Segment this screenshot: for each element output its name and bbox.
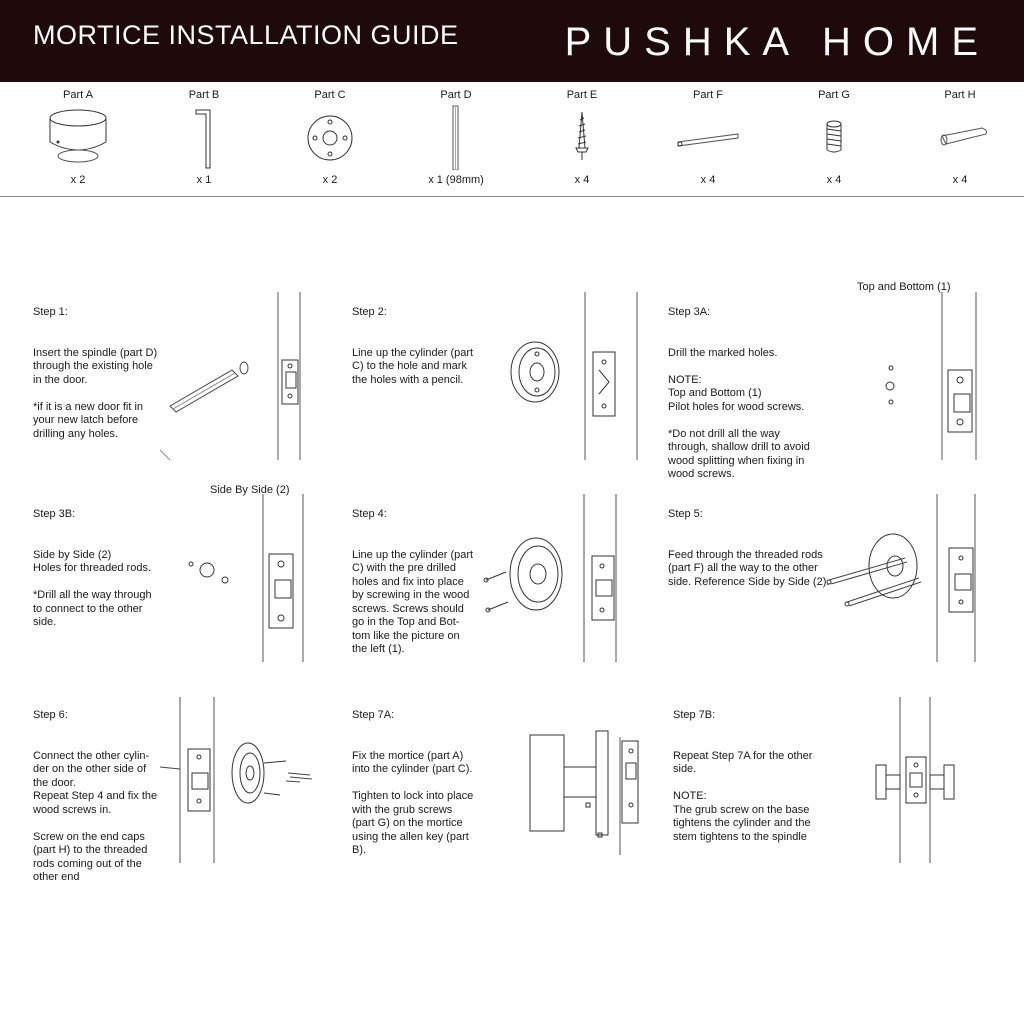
step-4-illustration <box>480 492 620 664</box>
mortice-knob-icon <box>38 104 118 170</box>
step-7b-illustration <box>868 695 968 865</box>
step-7a-body: Fix the mortice (part A) into the cylinder (part C). Tighten to lock into place with the grub screws (part G) on the mortice using the allen key (part B). <box>352 749 474 856</box>
part-g <box>774 82 894 196</box>
part-h-qty: x 4 <box>952 174 968 186</box>
step-3b <box>33 494 173 630</box>
guide-title: MORTICE INSTALLATION GUIDE <box>33 20 459 50</box>
part-f <box>648 82 768 196</box>
part-d <box>396 82 516 196</box>
part-c-name: Part C <box>314 89 346 101</box>
end-cap-icon <box>920 104 1000 170</box>
step-3b-illustration <box>185 492 305 664</box>
step-7a-illustration <box>528 725 648 857</box>
step-1-illustration <box>160 290 310 462</box>
part-h <box>900 82 1020 196</box>
step-5 <box>668 494 838 589</box>
parts-list <box>0 82 1024 196</box>
grub-screw-icon <box>794 104 874 170</box>
step-4-title: Step 4: <box>352 507 387 520</box>
step-7b-title: Step 7B: <box>673 708 716 721</box>
threaded-rod-icon <box>668 104 748 170</box>
part-b-name: Part B <box>188 89 220 101</box>
part-c-qty: x 2 <box>322 174 338 186</box>
step-3a-illustration <box>880 290 990 462</box>
part-b <box>144 82 264 196</box>
spindle-icon <box>416 104 496 170</box>
step-7b-body: Repeat Step 7A for the other side. NOTE: The grub screw on the base tightens the cylinder and the stem tightens to the spindle <box>673 749 813 843</box>
step-7b <box>673 695 833 844</box>
part-a-qty: x 2 <box>70 174 86 186</box>
step-2 <box>352 292 492 387</box>
step-1 <box>33 292 173 441</box>
step-2-illustration <box>505 290 645 462</box>
step-6-illustration <box>160 695 320 865</box>
brand-name: PUSHKA HOME <box>564 20 990 64</box>
part-d-qty: x 1 (98mm) <box>428 174 484 186</box>
step-6-body: Connect the other cylin- der on the other side of the door. Repeat Step 4 and fix the wood screws in. Screw on the end caps (part H) to the threaded rods coming out of the other end <box>33 749 158 883</box>
part-h-name: Part H <box>944 89 976 101</box>
step-7a-title: Step 7A: <box>352 708 395 721</box>
part-e-qty: x 4 <box>574 174 590 186</box>
step-6-title: Step 6: <box>33 708 68 721</box>
step-3b-title: Step 3B: <box>33 507 76 520</box>
step-5-title: Step 5: <box>668 507 703 520</box>
header-banner <box>0 0 1024 82</box>
part-f-name: Part F <box>693 89 723 101</box>
step-3b-body: Side by Side (2) Holes for threaded rods. *Drill all the way through to connect to the other side. <box>33 548 152 628</box>
part-c <box>270 82 390 196</box>
step-3a-title: Step 3A: <box>668 305 711 318</box>
step-2-body: Line up the cylinder (part C) to the hole and mark the holes with a pencil. <box>352 346 474 386</box>
step-6 <box>33 695 173 885</box>
step-5-body: Feed through the threaded rods (part F) all the way to the other side. Reference Side by Side (2). <box>668 548 830 588</box>
part-e-name: Part E <box>566 89 598 101</box>
part-f-qty: x 4 <box>700 174 716 186</box>
part-a <box>18 82 138 196</box>
part-a-name: Part A <box>63 89 93 101</box>
step-4 <box>352 494 492 657</box>
part-d-name: Part D <box>440 89 472 101</box>
part-b-qty: x 1 <box>196 174 212 186</box>
part-g-name: Part G <box>818 89 850 101</box>
part-g-qty: x 4 <box>826 174 842 186</box>
wood-screw-icon <box>542 104 622 170</box>
parts-divider <box>0 196 1024 197</box>
step-5-illustration <box>825 492 985 664</box>
step-3a <box>668 292 838 482</box>
step-7a <box>352 695 492 858</box>
part-e <box>522 82 642 196</box>
allen-key-icon <box>164 104 244 170</box>
caption-top-bottom: Top and Bottom (1) <box>857 281 951 293</box>
step-2-title: Step 2: <box>352 305 387 318</box>
caption-side-by-side: Side By Side (2) <box>210 484 290 496</box>
step-1-title: Step 1: <box>33 305 68 318</box>
cylinder-plate-icon <box>290 104 370 170</box>
step-3a-body: Drill the marked holes. NOTE: Top and Bottom (1) Pilot holes for wood screws. *Do not drill all the way through, shallow drill to avoid wood splitting when fixing in wood screws. <box>668 346 810 480</box>
step-4-body: Line up the cylinder (part C) with the pre drilled holes and fix into place by screwing in the wood screws. Screws should go in the Top and Bot- tom like the picture on the left (1). <box>352 548 474 655</box>
step-1-body: Insert the spindle (part D) through the existing hole in the door. *if it is a new door fit in your new latch before drilling any holes. <box>33 346 158 440</box>
